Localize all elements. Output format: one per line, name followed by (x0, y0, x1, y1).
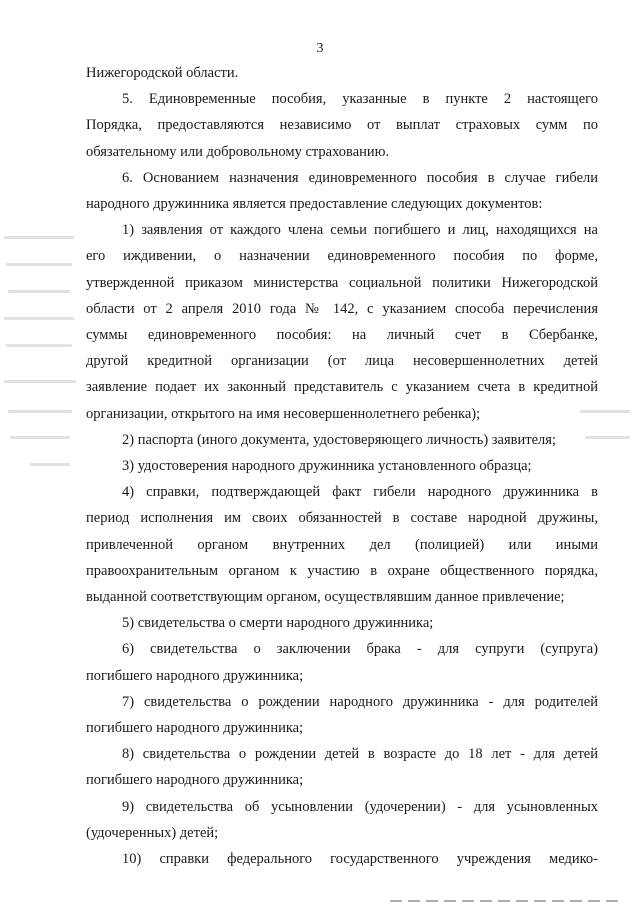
document-item-8 (86, 741, 598, 793)
text-line: Нижегородской области. (86, 65, 239, 81)
scan-artifact (10, 436, 70, 439)
text-line: 6) свидетельства о заключении брака - для супруги (супруга) (122, 641, 598, 658)
text-line: организации, открытого на имя несовершеннолетнего ребенка); (86, 405, 481, 422)
scan-artifact (580, 410, 630, 413)
text-line: Порядка, предоставляются независимо от выплат страховых сумм по (86, 117, 598, 134)
paragraph-6 (86, 165, 598, 427)
scan-artifact (4, 236, 74, 239)
document-item-4 (86, 479, 598, 610)
text-line: 3) удостоверения народного дружинника установленного образца; (122, 458, 532, 475)
document-item-3 (86, 453, 598, 479)
text-line: 7) свидетельства о рождении народного дружинника - для родителей (122, 693, 598, 710)
text-line: утвержденной приказом министерства социальной политики Нижегородской (86, 274, 598, 291)
text-line: 4) справки, подтверждающей факт гибели народного дружинника в (122, 484, 598, 501)
text-line: погибшего народного дружинника; (86, 772, 304, 789)
text-line: 6. Основанием назначения единовременного пособия в случае гибели (122, 169, 598, 186)
text-line: (удочеренных) детей; (86, 824, 219, 841)
scan-artifact (585, 436, 630, 439)
text-line: его иждивении, о назначении единовременного пособия по форме, (86, 248, 598, 265)
scan-artifact (4, 380, 76, 383)
text-line: народного дружинника является предоставление следующих документов: (86, 196, 543, 213)
text-line: другой кредитной организации (от лица несовершеннолетних детей (86, 353, 598, 370)
scan-artifact (6, 263, 72, 266)
text-line: привлеченной органом внутренних дел (полицией) или иными (86, 536, 598, 553)
text-line: обязательному или добровольному страхованию. (86, 143, 390, 160)
document-item-9 (86, 794, 598, 846)
text-line: правоохранительным органом к участию в охране общественного порядка, (86, 562, 598, 579)
document-item-6 (86, 636, 598, 688)
text-line: суммы единовременного пособия: на личный счет в Сбербанке, (86, 327, 598, 344)
text-line: 10) справки федерального государственного учреждения медико- (122, 851, 598, 868)
text-line: период исполнения им своих обязанностей в составе народной дружины, (86, 510, 598, 527)
page-number: 3 (316, 41, 324, 56)
text-line: погибшего народного дружинника; (86, 667, 304, 684)
scan-artifact (30, 463, 70, 466)
text-line: 1) заявления от каждого члена семьи погибшего и лиц, находящихся на (122, 222, 598, 239)
paragraph-continuation (86, 60, 598, 86)
scan-artifact (8, 290, 70, 293)
document-item-2 (86, 427, 598, 453)
text-line: области от 2 апреля 2010 года № 142, с указанием способа перечисления (86, 300, 598, 317)
text-line: выданной соответствующим органом, осуществлявшим данное привлечение; (86, 589, 565, 606)
text-line: 5. Единовременные пособия, указанные в пункте 2 настоящего (122, 91, 598, 108)
text-line: погибшего народного дружинника; (86, 720, 304, 737)
text-line: заявление подает их законный представитель с указанием счета в кредитной (86, 379, 598, 396)
document-item-10 (86, 846, 598, 872)
text-line: 9) свидетельства об усыновлении (удочерении) - для усыновленных (122, 798, 598, 815)
document-item-5 (86, 610, 598, 636)
document-item-7 (86, 689, 598, 741)
text-line: 8) свидетельства о рождении детей в возрасте до 18 лет - для детей (122, 746, 598, 763)
scan-artifact (8, 410, 72, 413)
paragraph-5 (86, 86, 598, 165)
scan-artifact (4, 317, 74, 320)
document-body (86, 60, 598, 872)
text-line: 2) паспорта (иного документа, удостоверяющего личность) заявителя; (122, 431, 556, 448)
scan-artifact (390, 900, 620, 902)
text-line: 5) свидетельства о смерти народного дружинника; (122, 615, 434, 632)
scan-artifact (6, 344, 72, 347)
